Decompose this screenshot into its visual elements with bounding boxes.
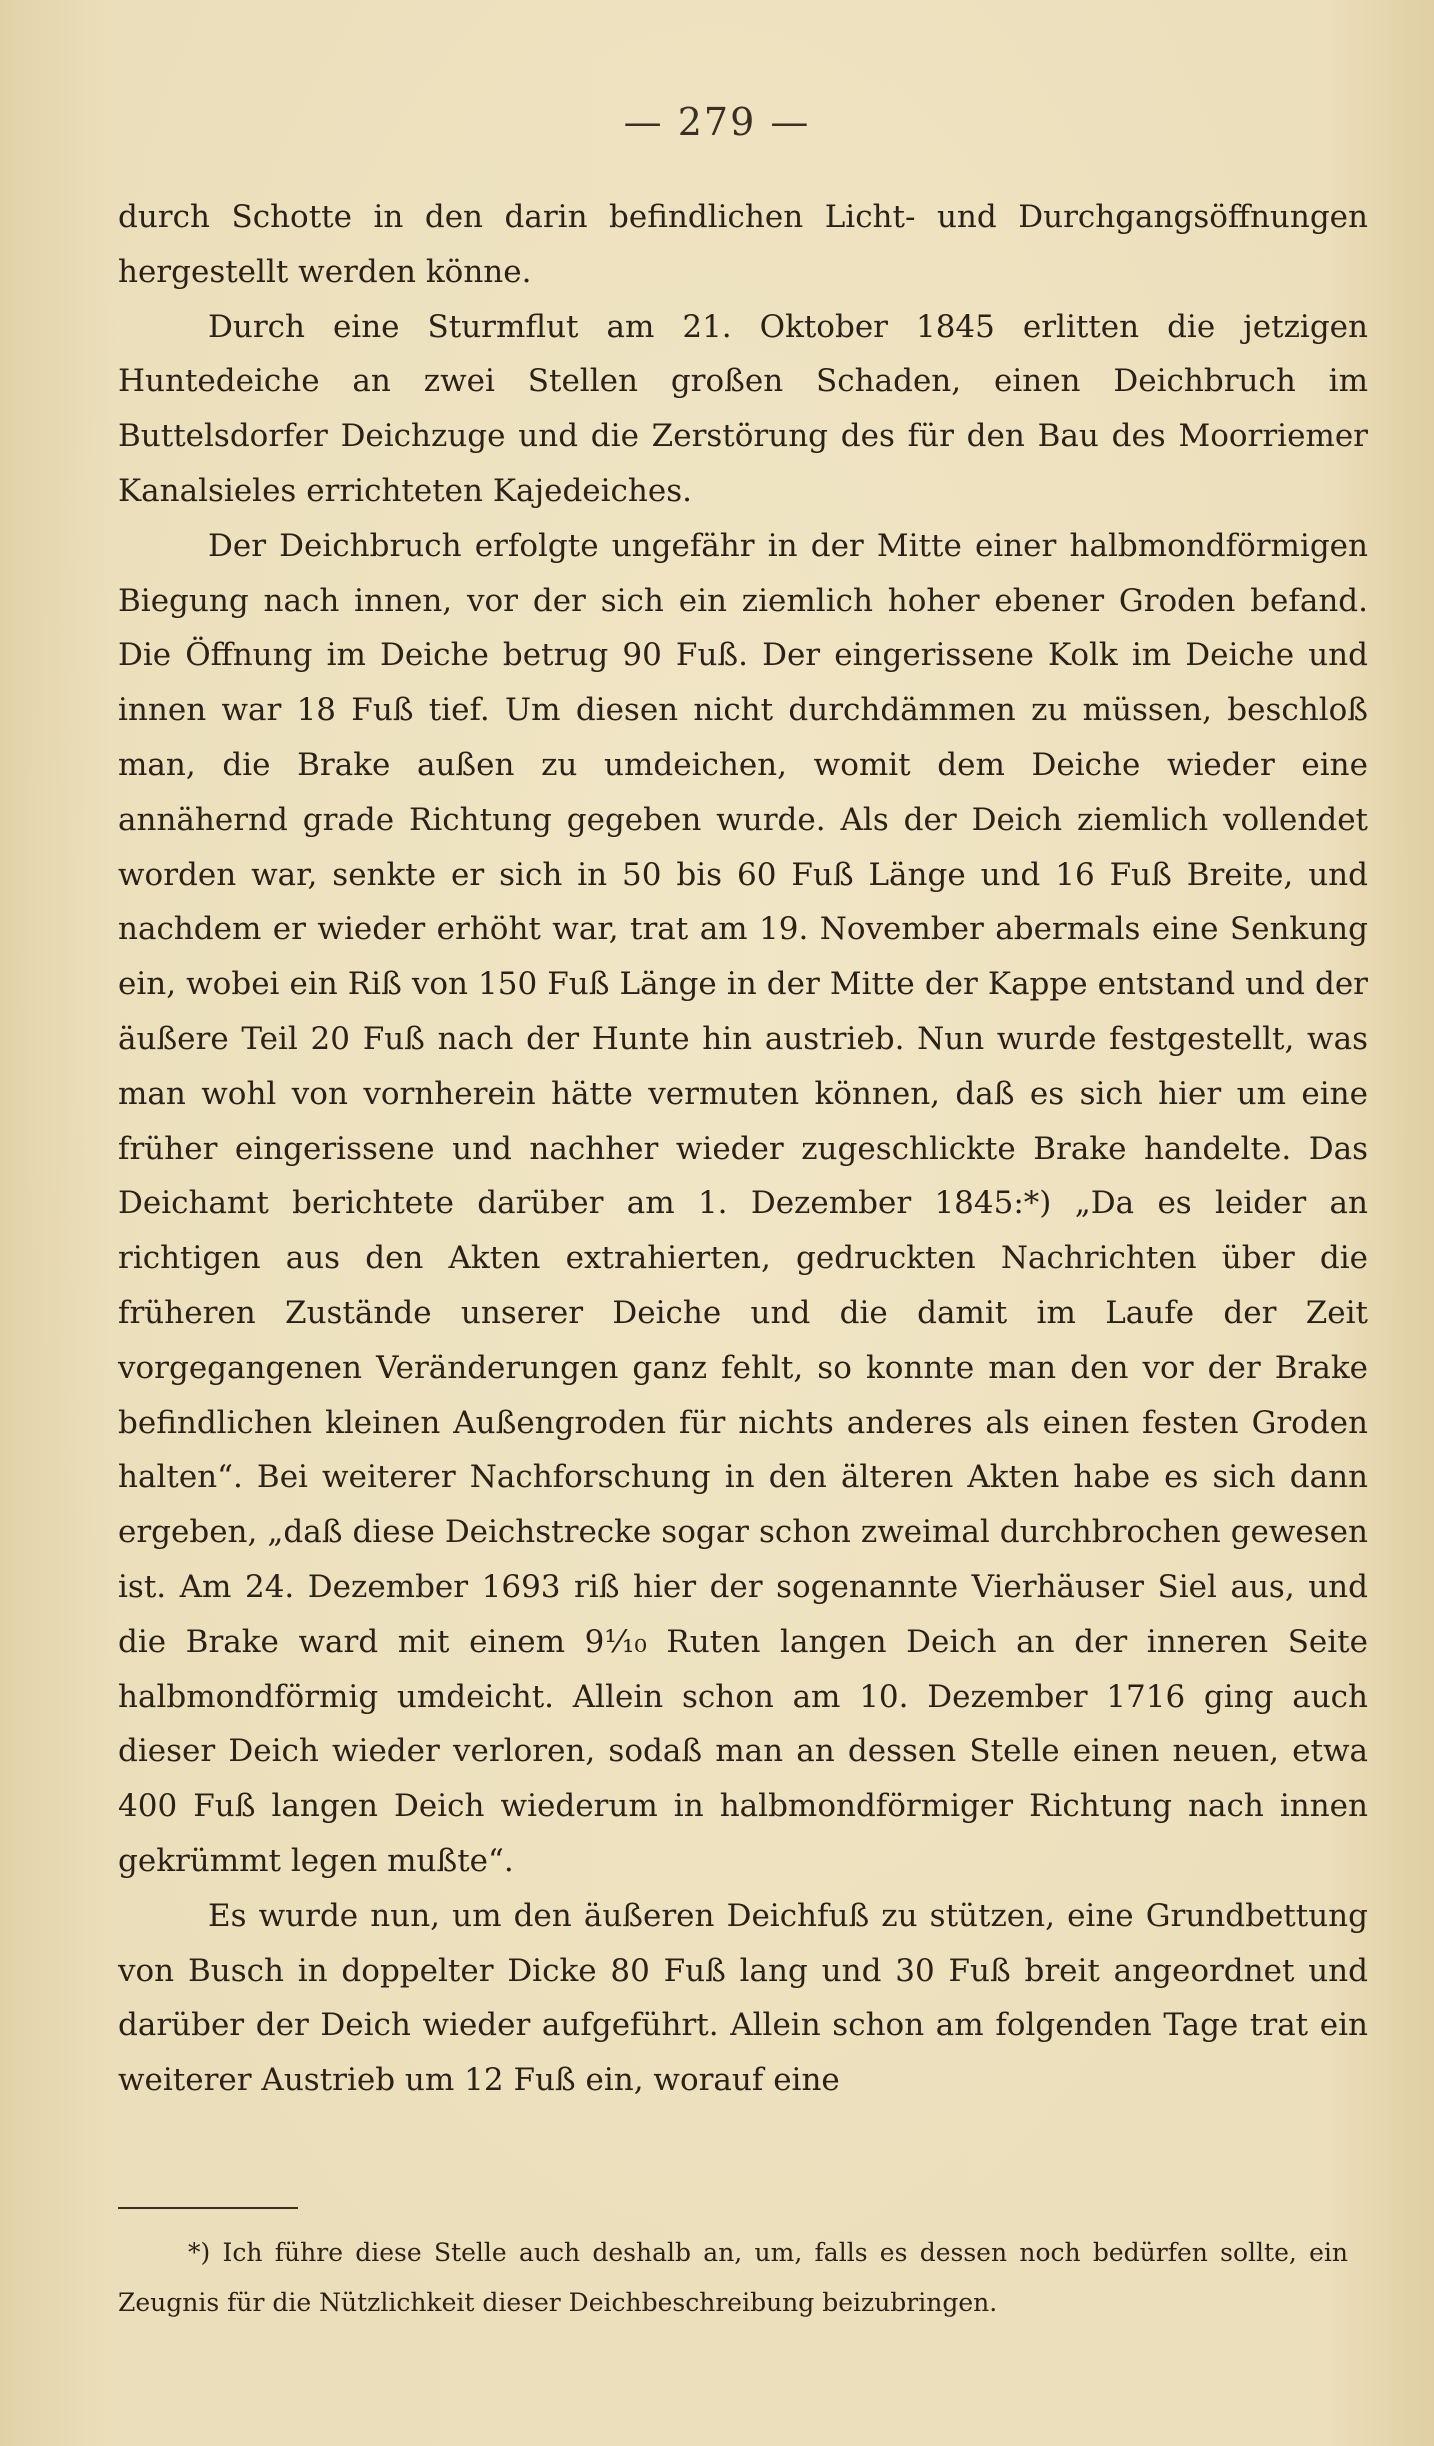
footnote-divider	[118, 2207, 298, 2209]
paragraph-continuation: durch Schotte in den darin befindlichen Licht- und Durchgangsöffnungen hergestellt werden könne.	[118, 199, 1368, 290]
footnote: *) Ich führe diese Stelle auch deshalb an, um, falls es dessen noch bedürfen sollte, ein Zeugnis für die Nützlichkeit dieser Deichbeschreibung beizubringen.	[118, 2238, 1348, 2317]
paragraph-foundation: Es wurde nun, um den äußeren Deichfuß zu stützen, eine Grundbettung von Busch in doppelter Dicke 80 Fuß lang und 30 Fuß breit angeordnet und darüber der Deich wieder aufgeführt. Allein schon am folgenden Tage trat ein weiterer Austrieb um 12 Fuß ein, worauf eine	[118, 1897, 1368, 2099]
body-text	[118, 190, 1368, 2108]
paragraph-dike-breach: Der Deichbruch erfolgte ungefähr in der Mitte einer halbmondförmigen Biegung nach innen, vor der sich ein ziemlich hoher ebener Groden befand. Die Öffnung im Deiche betrug 90 Fuß. Der eingerissene Kolk im Deiche und innen war 18 Fuß tief. Um diesen nicht durchdämmen zu müssen, beschloß man, die Brake außen zu umdeichen, womit dem Deiche wieder eine annähernd grade Richtung gegeben wurde. Als der Deich ziemlich vollendet worden war, senkte er sich in 50 bis 60 Fuß Länge und 16 Fuß Breite, und nachdem er wieder erhöht war, trat am 19. November abermals eine Senkung ein, wobei ein Riß von 150 Fuß Länge in der Mitte der Kappe entstand und der äußere Teil 20 Fuß nach der Hunte hin austrieb. Nun wurde festgestellt, was man wohl von vornherein hätte vermuten können, daß es sich hier um eine früher eingerissene und nachher wieder zugeschlickte Brake handelte. Das Deichamt berichtete darüber am 1. Dezember 1845:*) „Da es leider an richtigen aus den Akten extrahierten, gedruckten Nachrichten über die früheren Zustände unserer Deiche und die damit im Laufe der Zeit vorgegangenen Veränderungen ganz fehlt, so konnte man den vor der Brake befindlichen kleinen Außengroden für nichts anderes als einen festen Groden halten“. Bei weiterer Nachforschung in den älteren Akten habe es sich dann ergeben, „daß diese Deichstrecke sogar schon zweimal durchbrochen gewesen ist. Am 24. Dezember 1693 riß hier der sogenannte Vierhäuser Siel aus, und die Brake ward mit einem 9¹⁄₁₀ Ruten langen Deich an der inneren Seite halbmondförmig umdeicht. Allein schon am 10. Dezember 1716 ging auch dieser Deich wieder verloren, sodaß man an dessen Stelle einen neuen, etwa 400 Fuß langen Deich wiederum in halbmondförmiger Richtung nach innen gekrümmt legen mußte“.	[118, 527, 1368, 1879]
paragraph-storm-flood: Durch eine Sturmflut am 21. Oktober 1845 erlitten die jetzigen Huntedeiche an zwei Stellen großen Schaden, einen Deichbruch im Buttelsdorfer Deichzuge und die Zerstörung des für den Bau des Moorriemer Kanalsieles errichteten Kajedeiches.	[118, 308, 1368, 509]
page-number: — 279 —	[623, 100, 811, 144]
